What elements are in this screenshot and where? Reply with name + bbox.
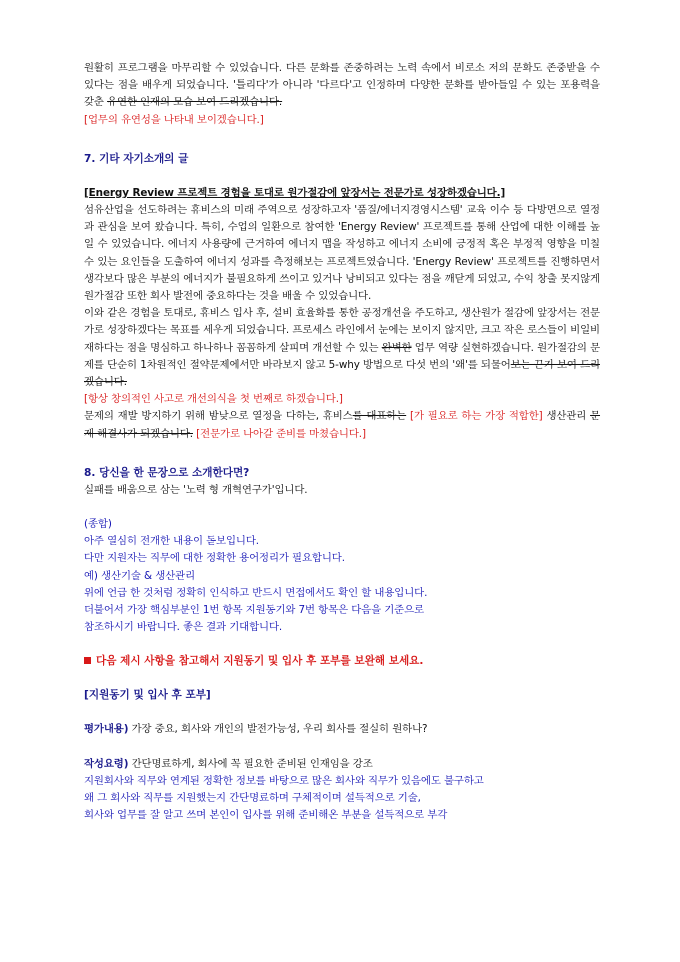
review-line: 더불어서 가장 핵심부분인 1번 항목 지원동기와 7번 항목은 다음을 기준으로 bbox=[84, 604, 424, 617]
tips-line-detail: 왜 그 회사와 직무를 지원했는지 간단명료하며 구체적이며 설득적으로 기술, bbox=[84, 792, 421, 805]
section8-answer: 실패를 배움으로 삼는 '노력 형 개혁연구가'입니다. bbox=[84, 483, 308, 496]
para3-text-a: 문제의 재발 방지하기 위해 밤낮으로 열정을 다하는, 휴비스 bbox=[84, 410, 353, 423]
review-block bbox=[84, 516, 600, 636]
section7-paragraph-2 bbox=[84, 305, 600, 391]
eval-text: 가장 중요, 회사와 개인의 발전가능성, 우리 회사를 절실히 원하나? bbox=[128, 723, 428, 736]
review-line: 참조하시기 바랍니다. 좋은 결과 기대합니다. bbox=[84, 621, 283, 634]
review-line: 예) 생산기술 & 생산관리 bbox=[84, 569, 196, 582]
square-bullet-icon bbox=[84, 657, 91, 664]
intro-correction: [업무의 유연성을 나타내 보이겠습니다.] bbox=[84, 113, 264, 126]
section7-paragraph-3 bbox=[84, 408, 600, 442]
eval-line bbox=[84, 721, 600, 738]
document-page bbox=[84, 60, 600, 825]
tips-label: 작성요령) bbox=[84, 757, 129, 770]
para3-struck-2: 문제 해결사가 되겠습니다. bbox=[84, 410, 601, 440]
para2-correction: [항상 창의적인 사고로 개선의식을 첫 번째로 하겠습니다.] bbox=[84, 393, 343, 406]
section7-heading: 7. 기타 자기소개의 글 bbox=[84, 152, 189, 165]
eval-label: 평가내용) bbox=[84, 723, 129, 736]
tips-line bbox=[84, 756, 600, 773]
para3-struck-1: 를 대표하는 bbox=[352, 410, 407, 423]
tips-line-detail: 회사와 업무를 잘 알고 쓰며 본인이 입사를 위해 준비해온 부분을 설득적으로 부각 bbox=[84, 809, 448, 822]
tips-line-detail: 지원회사와 직무와 연계된 정확한 정보를 바탕으로 많은 회사와 직무가 있음에도 불구하고 bbox=[84, 774, 484, 787]
para2-text-b: 업무 역량 실현하겠습니다. 원가절감의 문제를 단순히 1차원적인 절약문제에서만 바라보지 않고 5-why 방법으로 다섯 번의 '왜'를 되물어 bbox=[84, 341, 601, 371]
section7-paragraph-1: 섬유산업을 선도하려는 휴비스의 미래 주역으로 성장하고자 '품질/에너지경영시스템' 교육 이수 등 다방면으로 열정과 관심을 보여 왔습니다. 특히, 수업의 일환으로 참여한 'Energy Review' 프로젝트를 통해 산업에 대한 이해를 높일 수 있었습니다. 에너지 사용량에 근거하여 에너지 맵을 작성하고 에너지 소비에 긍정적 혹은 부정적 영향을 미칠 수 있는 요인들을 도출하여 에너지 성과를 측정해보는 프로젝트였습니다. 'Energy Review' 프로젝트를 진행하면서 생각보다 많은 부분의 에너지가 불필요하게 쓰이고 있거나 낭비되고 있다는 점을 깨닫게 되었고, 수익 창출 못지않게 원가절감 또한 회사 발전에 중요하다는 것을 배울 수 있었습니다. bbox=[84, 204, 600, 303]
para3-correction-1: [가 필요로 하는 가장 적합한] bbox=[406, 410, 543, 423]
para2-struck-1: 완벽한 bbox=[381, 341, 412, 354]
review-line: (종합) bbox=[84, 518, 112, 531]
para3-correction-2: [전문가로 나아갈 준비를 마쳤습니다.] bbox=[192, 427, 366, 440]
guide-title: [지원동기 및 입사 후 포부] bbox=[84, 689, 211, 702]
intro-paragraph bbox=[84, 60, 600, 112]
guide-notice bbox=[84, 653, 600, 670]
intro-struck-text: 유연한 인재의 모습 보여 드리겠습니다. bbox=[107, 96, 283, 109]
review-line: 다만 지원자는 직무에 대한 정확한 용어정리가 필요합니다. bbox=[84, 552, 345, 565]
guide-notice-text: 다음 제시 사항을 참고해서 지원동기 및 입사 후 포부를 보완해 보세요. bbox=[96, 655, 424, 668]
para2-struck-2: 보는 끈기 보여 드리겠습니다. bbox=[84, 358, 600, 389]
intro-text: 원활히 프로그램을 마무리할 수 있었습니다. 다른 문화를 존중하려는 노력 속에서 비로소 저의 문화도 존중받을 수 있다는 점을 배우게 되었습니다. '틀리다'가 아니라 '다르다'고 인정하며 다양한 문화를 받아들일 수 있는 포용력을 갖춘 bbox=[84, 62, 600, 109]
review-line: 아주 열심히 전개한 내용이 돋보입니다. bbox=[84, 535, 260, 548]
section8-heading: 8. 당신을 한 문장으로 소개한다면? bbox=[84, 466, 250, 479]
review-line: 위에 언급 한 것처럼 정확히 인식하고 반드시 면접에서도 확인 할 내용입니다. bbox=[84, 586, 428, 599]
tips-first: 간단명료하게, 회사에 꼭 필요한 준비된 인재임을 강조 bbox=[128, 757, 373, 770]
para3-text-b: 생산관리 bbox=[542, 410, 591, 423]
para2-text-a: 이와 같은 경험을 토대로, 휴비스 입사 후, 설비 효율화를 통한 공정개선을 주도하고, 생산원가 절감에 앞장서는 전문가로 성장하겠다는 목표를 세우게 되었습니다. 프로세스 라인에서 눈에는 보이지 않지만, 크고 작은 로스들이 비일비재하다는 점을 명심하고 하나하나 꼼꼼하게 살피며 개선할 수 있는 bbox=[84, 307, 600, 354]
section7-subheading: [Energy Review 프로젝트 경험을 토대로 원가절감에 앞장서는 전문가로 성장하겠습니다.] bbox=[84, 186, 506, 199]
